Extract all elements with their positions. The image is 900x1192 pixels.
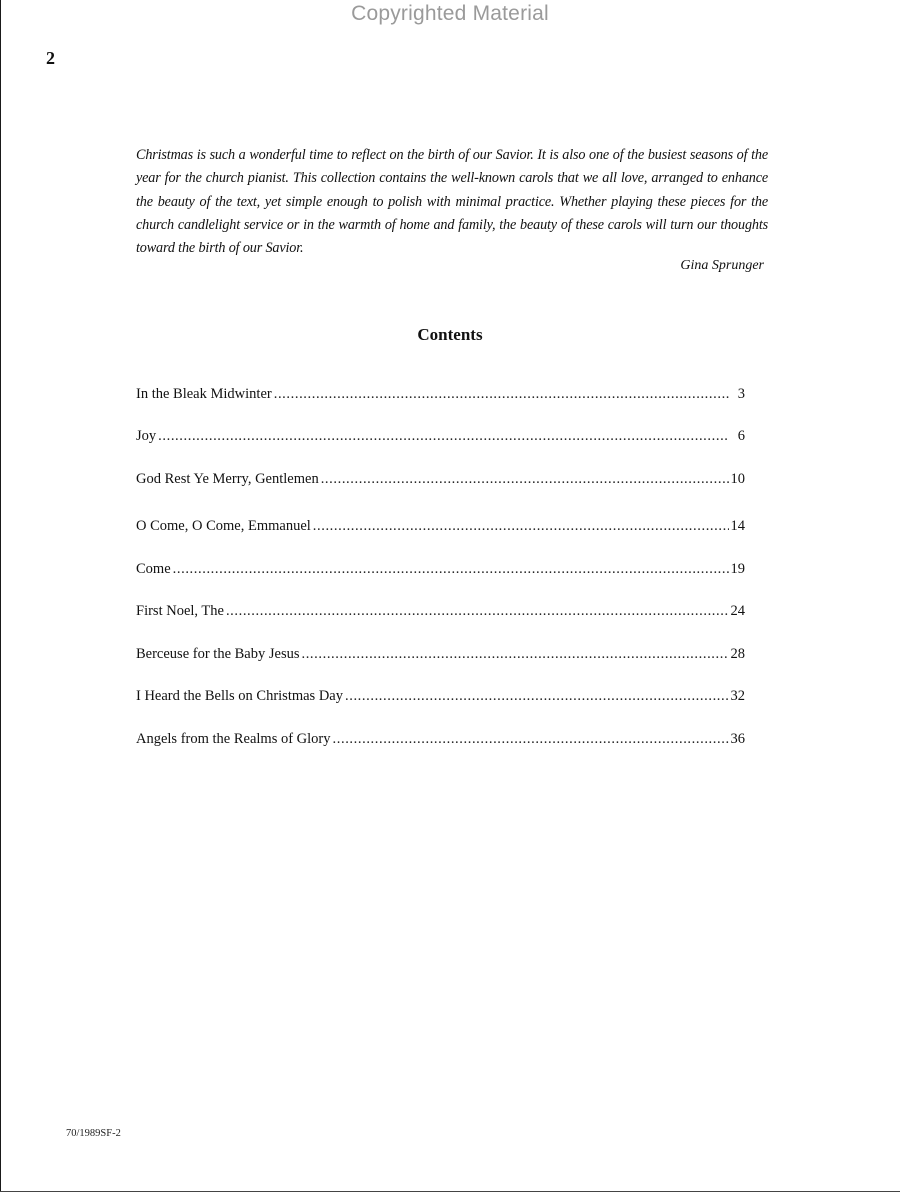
preface-author: Gina Sprunger (680, 258, 764, 273)
toc-entry[interactable] (136, 730, 745, 748)
toc-entry-page: 28 (730, 646, 745, 662)
page-edge-left (0, 0, 1, 1192)
toc-entry-title: Angels from the Realms of Glory (136, 731, 331, 747)
toc-entry-page: 14 (730, 518, 745, 534)
toc-entry-title: Berceuse for the Baby Jesus (136, 646, 300, 662)
toc-entry[interactable] (136, 517, 745, 535)
preface-paragraph: Christmas is such a wonderful time to reflect on the birth of our Savior. It is also one of the busiest seasons of the year for the church pianist. This collection contains the well-known carols that we all love, arranged to enhance the beauty of the text, yet simple enough to polish with minimal practice. Whether playing these pieces for the church candlelight service or in the warmth of home and family, the beauty of these carols will turn our thoughts toward the birth of our Savior. (136, 147, 768, 257)
toc-dot-leader (345, 687, 729, 705)
toc-entry-title: First Noel, The (136, 603, 224, 619)
contents-heading: Contents (417, 325, 483, 344)
toc-dot-leader (158, 427, 729, 445)
toc-entry[interactable] (136, 687, 745, 705)
toc-entry-title: Come (136, 561, 171, 577)
toc-dot-leader (226, 602, 729, 620)
toc-dot-leader (321, 470, 729, 488)
toc-entry-title: In the Bleak Midwinter (136, 386, 272, 402)
toc-entry[interactable] (136, 645, 745, 663)
toc-dot-leader (173, 560, 729, 578)
toc-dot-leader (333, 730, 729, 748)
toc-entry[interactable] (136, 602, 745, 620)
toc-entry-page: 36 (730, 731, 745, 747)
toc-entry-title: Joy (136, 428, 157, 444)
toc-dot-leader (274, 385, 729, 403)
toc-entry-page: 32 (730, 688, 745, 704)
copyright-watermark: Copyrighted Material (351, 2, 549, 25)
toc-entry[interactable] (136, 560, 745, 578)
toc-entry-page: 24 (730, 603, 745, 619)
page-number: 2 (46, 48, 55, 68)
toc-entry-page: 6 (737, 428, 745, 444)
toc-entry[interactable] (136, 427, 745, 445)
toc-entry[interactable] (136, 470, 745, 488)
toc-entry-title: God Rest Ye Merry, Gentlemen (136, 471, 319, 487)
toc-entry[interactable] (136, 385, 745, 403)
toc-dot-leader (313, 517, 729, 535)
toc-entry-title: I Heard the Bells on Christmas Day (136, 688, 343, 704)
toc-entry-title: O Come, O Come, Emmanuel (136, 518, 311, 534)
toc-entry-page: 19 (730, 561, 745, 577)
toc-entry-page: 3 (737, 386, 745, 402)
catalog-number: 70/1989SF-2 (66, 1128, 121, 1139)
toc-entry-page: 10 (730, 471, 745, 487)
toc-dot-leader (301, 645, 728, 663)
